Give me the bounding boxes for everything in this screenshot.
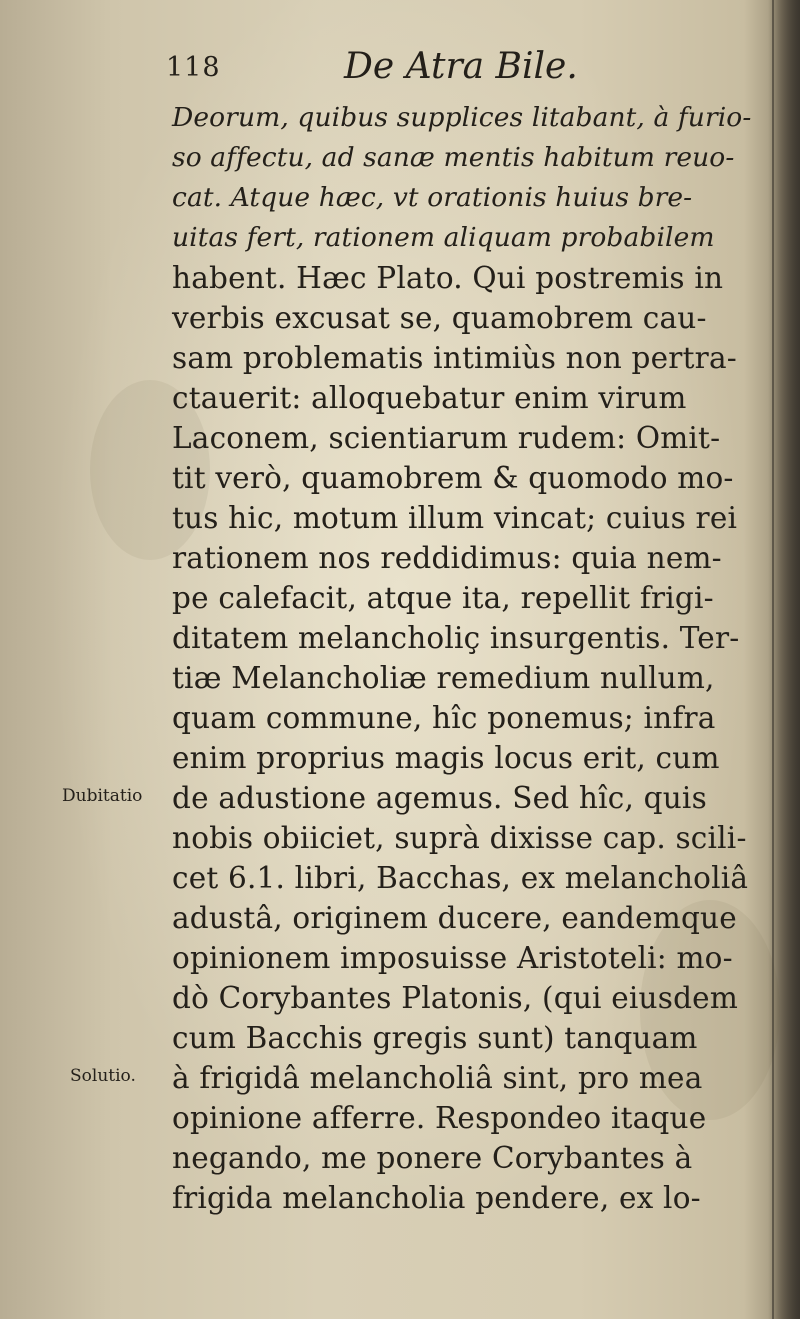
text-line: habent. Hæc Plato. Qui postremis in (172, 261, 724, 295)
text-line: ditatem melancholiç insurgentis. Ter- (172, 621, 740, 655)
text-line: frigida melancholia pendere, ex lo- (172, 1181, 701, 1215)
text-line: dò Corybantes Platonis, (qui eiusdem (172, 981, 738, 1015)
margin-note-dubitatio: Dubitatio (62, 786, 143, 806)
text-line: cat. Atque hæc, vt orationis huius bre- (172, 182, 693, 213)
text-line: adustâ, originem ducere, eandemque (172, 901, 737, 935)
text-line: pe calefacit, atque ita, repellit frigi- (172, 581, 714, 615)
text-line: rationem nos reddidimus: quia nem- (172, 541, 722, 575)
text-line: tiæ Melancholiæ remedium nullum, (172, 661, 715, 695)
text-line: tus hic, motum illum vincat; cuius rei (172, 501, 738, 535)
text-line: sam problematis intimiùs non pertra- (172, 341, 737, 375)
text-line: enim proprius magis locus erit, cum (172, 741, 720, 775)
text-line: de adustione agemus. Sed hîc, quis (172, 781, 707, 815)
text-line: nobis obiiciet, suprà dixisse cap. scili- (172, 821, 747, 855)
margin-note-solutio: Solutio. (70, 1066, 136, 1086)
text-line: Deorum, quibus supplices litabant, à furio- (172, 102, 752, 133)
page-number: 118 (166, 52, 221, 83)
running-header (160, 46, 640, 92)
text-line: à frigidâ melancholiâ sint, pro mea (172, 1061, 703, 1095)
body-text (172, 98, 752, 1218)
text-line: verbis excusat se, quamobrem cau- (172, 301, 707, 335)
text-line: opinione afferre. Respondeo itaque (172, 1101, 707, 1135)
text-line: opinionem imposuisse Aristoteli: mo- (172, 941, 733, 975)
text-line: ctauerit: alloquebatur enim virum (172, 381, 687, 415)
text-line: quam commune, hîc ponemus; infra (172, 701, 716, 735)
text-line: Laconem, scientiarum rudem: Omit- (172, 421, 721, 455)
text-line: negando, me ponere Corybantes à (172, 1141, 693, 1175)
running-title: De Atra Bile. (344, 46, 578, 87)
text-line: uitas fert, rationem aliquam probabilem (172, 222, 715, 253)
text-line: cum Bacchis gregis sunt) tanquam (172, 1021, 698, 1055)
text-line: so affectu, ad sanæ mentis habitum reuo- (172, 142, 735, 173)
page-edge (772, 0, 774, 1319)
text-line: tit verò, quamobrem & quomodo mo- (172, 461, 734, 495)
text-line: cet 6.1. libri, Bacchas, ex melancholiâ (172, 861, 749, 895)
